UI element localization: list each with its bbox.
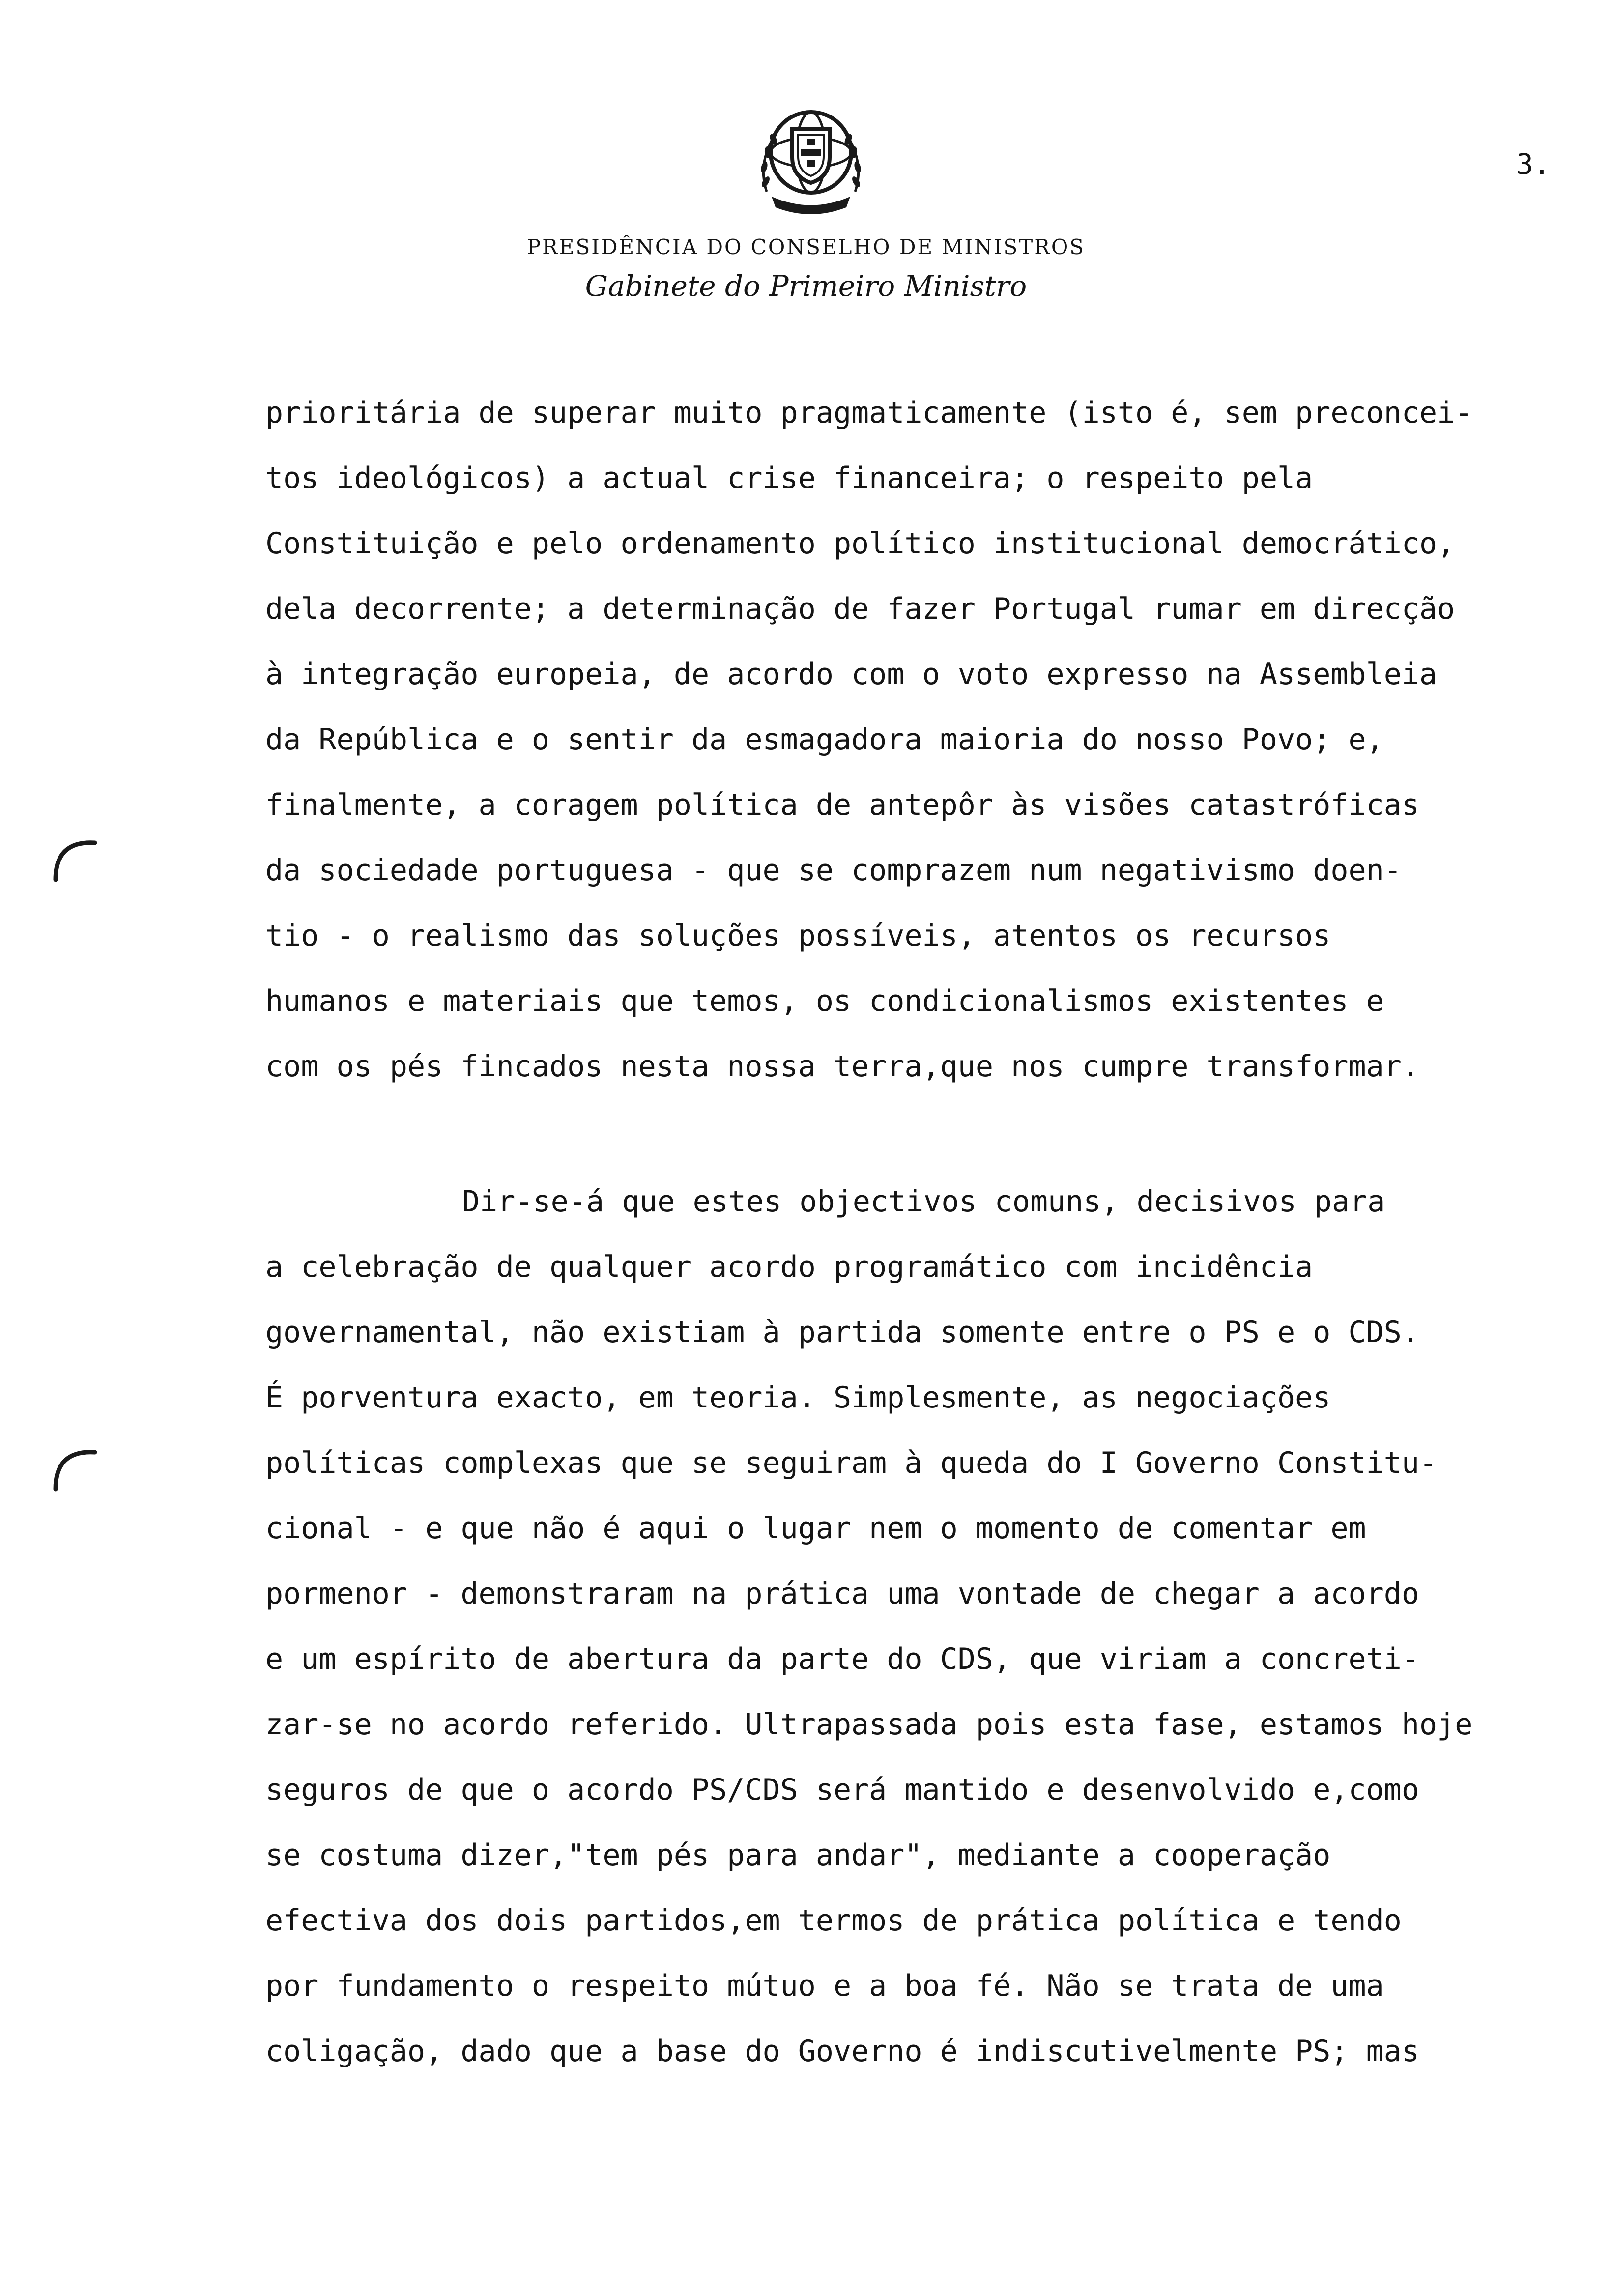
- body-line: dela decorrente; a determinação de fazer Portugal rumar em direcção: [265, 592, 1455, 626]
- body-line: à integração europeia, de acordo com o voto expresso na Assembleia: [265, 657, 1438, 691]
- body-line: tos ideológicos) a actual crise financeira; o respeito pela: [265, 461, 1313, 495]
- organization-name: PRESIDÊNCIA DO CONSELHO DE MINISTROS: [526, 235, 1086, 259]
- body-line: políticas complexas que se seguiram à queda do I Governo Constitu-: [265, 1446, 1438, 1480]
- body-line: a celebração de qualquer acordo programático com incidência: [265, 1250, 1313, 1284]
- body-line: Dir-se-á que estes objectivos comuns, decisivos para: [462, 1184, 1385, 1219]
- body-line: É porventura exacto, em teoria. Simplesmente, as negociações: [265, 1380, 1331, 1415]
- punch-hole-icon: [48, 831, 102, 885]
- body-line: tio - o realismo das soluções possíveis, atentos os recursos: [265, 918, 1331, 953]
- punch-hole-icon: [48, 1440, 102, 1494]
- body-line: Constituição e pelo ordenamento político institucional democrático,: [265, 526, 1455, 561]
- body-line: da sociedade portuguesa - que se comprazem num negativismo doen-: [265, 853, 1402, 888]
- body-line: da República e o sentir da esmagadora maioria do nosso Povo; e,: [265, 722, 1384, 757]
- body-line: zar-se no acordo referido. Ultrapassada pois esta fase, estamos hoje: [265, 1707, 1473, 1742]
- body-line: com os pés fincados nesta nossa terra,que nos cumpre transformar.: [265, 1049, 1419, 1084]
- page-number: 3.: [1516, 147, 1551, 181]
- body-line: governamental, não existiam à partida somente entre o PS e o CDS.: [265, 1315, 1419, 1349]
- body-line: finalmente, a coragem política de antepôr às visões catastróficas: [265, 788, 1419, 822]
- body-line: seguros de que o acordo PS/CDS será mantido e desenvolvido e,como: [265, 1773, 1419, 1807]
- body-line: cional - e que não é aqui o lugar nem o momento de comentar em: [265, 1511, 1366, 1546]
- body-line: efectiva dos dois partidos,em termos de prática política e tendo: [265, 1903, 1402, 1938]
- body-line: coligação, dado que a base do Governo é indiscutivelmente PS; mas: [265, 2034, 1419, 2068]
- body-line: prioritária de superar muito pragmaticamente (isto é, sem preconcei-: [265, 396, 1473, 430]
- office-name: Gabinete do Primeiro Ministro: [585, 269, 1027, 303]
- coat-of-arms-seal-icon: [737, 98, 885, 216]
- body-line: por fundamento o respeito mútuo e a boa fé. Não se trata de uma: [265, 1969, 1384, 2003]
- body-line: pormenor - demonstraram na prática uma vontade de chegar a acordo: [265, 1577, 1419, 1611]
- body-line: humanos e materiais que temos, os condicionalismos existentes e: [265, 984, 1384, 1018]
- body-line: e um espírito de abertura da parte do CDS, que viriam a concreti-: [265, 1642, 1419, 1676]
- body-line: se costuma dizer,"tem pés para andar", mediante a cooperação: [265, 1838, 1331, 1872]
